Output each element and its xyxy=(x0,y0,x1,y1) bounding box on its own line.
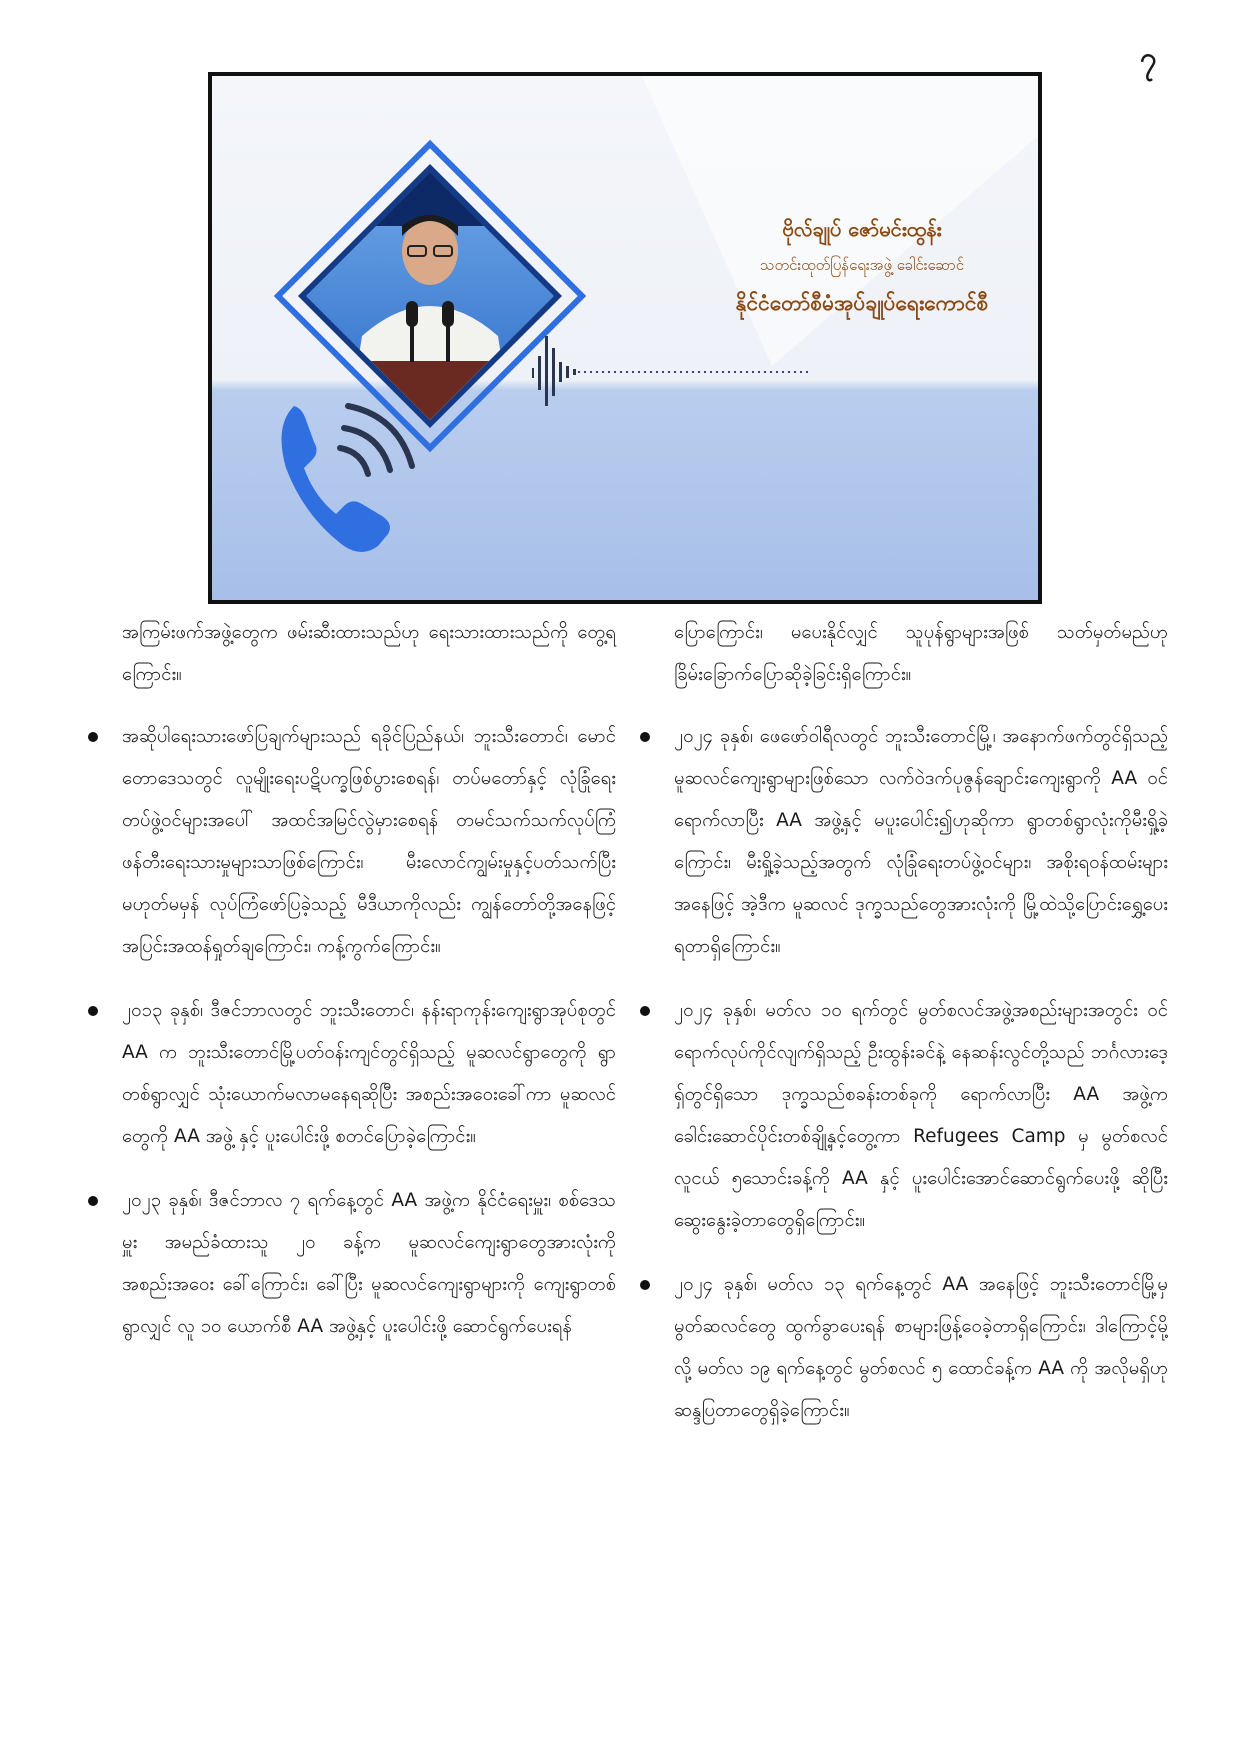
list-item-text: ၂၀၁၃ ခုနှစ်၊ ဒီဇင်ဘာလတွင် ဘူးသီးတောင်၊ နန်းရာကုန်းကျေးရွာအုပ်စုတွင် AA က ဘူးသီးတောင်မြို့ပတ်ဝန်းကျင်တွင်ရှိသည့် မူဆလင်ရွာတွေကို ရွာတစ်ရွာလျှင် သုံးယောက်မလာမနေရဆိုပြီး အစည်းအဝေးခေါ်ကာ မူဆလင်တွေကို AA အဖွဲ့ နှင့် ပူးပေါင်းဖို့ စတင်ပြောခဲ့ကြောင်း။ xyxy=(122,1000,616,1147)
portrait-frame xyxy=(302,166,562,431)
left-bullet-list xyxy=(122,716,616,1348)
right-column xyxy=(674,612,1168,1454)
list-item-text: ၂၀၂၄ ခုနှစ်၊ ဖေဖော်ဝါရီလတွင် ဘူးသီးတောင်မြို့၊ အနောက်ဖက်တွင်ရှိသည့် မူဆလင်ကျေးရွာများဖြစ်သော လက်ဝဲဒက်ပုဇွန်ချောင်းကျေးရွာကို AA ဝင်ရောက်လာပြီး AA အဖွဲ့နှင့် မပူးပေါင်း၍ဟုဆိုကာ ရွာတစ်ရွာလုံးကိုမီးရှို့ခဲ့ကြောင်း၊ မီးရှို့ခဲ့သည့်အတွက် လုံခြုံရေးတပ်ဖွဲ့ဝင်များ၊ အစိုးရဝန်ထမ်းများအနေဖြင့် အဲ့ဒီက မူဆလင် ဒုက္ခသည်တွေအားလုံးကို မြို့ထဲသို့ပြောင်းရွှေ့ပေးရတာရှိကြောင်း။ xyxy=(674,726,1168,957)
list-item-text: ၂၀၂၄ ခုနှစ်၊ မတ်လ ၁၃ ရက်နေ့တွင် AA အနေဖြင့် ဘူးသီးတောင်မြို့မှ မွတ်ဆလင်တွေ ထွက်ခွာပေးရန် စာများဖြန့်ဝေခဲ့တာရှိကြောင်း၊ ဒါကြောင့်မို့လို့ မတ်လ ၁၉ ရက်နေ့တွင် မွတ်စလင် ၅ ထောင်ခန့်က AA ကို အလိုမရှိဟု ဆန္ဒပြတာတွေရှိခဲ့ကြောင်း။ xyxy=(674,1274,1168,1421)
list-item xyxy=(674,990,1168,1242)
bullet-icon xyxy=(640,1006,650,1016)
left-column xyxy=(122,612,616,1370)
news-photo xyxy=(208,72,1042,604)
list-item-text: ၂၀၂၄ ခုနှစ်၊ မတ်လ ၁၀ ရက်တွင် မွတ်စလင်အဖွဲ့အစည်းများအတွင်း ဝင်ရောက်လုပ်ကိုင်လျက်ရှိသည့် ဦးထွန်းခင်နဲ့ နေဆန်းလွင်တို့သည် ဘင်္ဂလားဒေ့ရှ်တွင်ရှိသော ဒုက္ခသည်စခန်းတစ်ခုကို ရောက်လာပြီး AA အဖွဲ့က ခေါင်းဆောင်ပိုင်းတစ်ချို့နှင့်တွေ့ကာ Refugees Camp မှ မွတ်စလင်လူငယ် ၅သောင်းခန့်ကို AA နှင့် ပူးပေါင်းအောင်ဆောင်ရွက်ပေးဖို့ ဆိုပြီး ဆွေးနွေးခဲ့တာတွေရှိကြောင်း။ xyxy=(674,1000,1168,1231)
right-lead-paragraph: ပြောကြောင်း၊ မပေးနိုင်လျှင် သူပုန်ရွာများအဖြစ် သတ်မှတ်မည်ဟု ခြိမ်းခြောက်ပြောဆိုခဲ့ခြင်းရှိကြောင်း။ xyxy=(674,622,1168,685)
bullet-icon xyxy=(88,732,98,742)
bullet-icon xyxy=(640,1280,650,1290)
phone-icon xyxy=(282,406,413,552)
list-item xyxy=(674,716,1168,968)
bullet-icon xyxy=(640,732,650,742)
list-item-text: ၂၀၂၃ ခုနှစ်၊ ဒီဇင်ဘာလ ၇ ရက်နေ့တွင် AA အဖွဲ့က နိုင်ငံရေးမှူး၊ စစ်ဒေသမှူး အမည်ခံထားသူ ၂၀ ခန့်က မူဆလင်ကျေးရွာတွေအားလုံးကို အစည်းအဝေး ခေါ်ကြောင်း၊ ခေါ်ပြီး မူဆလင်ကျေးရွာများကို ကျေးရွာတစ်ရွာလျှင် လူ ၁၀ ယောက်စီ AA အဖွဲ့နှင့် ပူးပေါင်းဖို့ ဆောင်ရွက်ပေးရန် xyxy=(122,1190,616,1337)
caption-name: ဗိုလ်ချုပ် ဇော်မင်းထွန်း xyxy=(782,217,942,241)
list-item xyxy=(122,1180,616,1348)
photo-graphics xyxy=(212,76,1038,600)
audio-wave-icon xyxy=(532,336,576,406)
caption-organization: နိုင်ငံတော်စီမံအုပ်ချုပ်ရေးကောင်စီ xyxy=(735,291,989,315)
list-item-text: အဆိုပါရေးသားဖော်ပြချက်များသည် ရခိုင်ပြည်နယ်၊ ဘူးသီးတောင်၊ မောင်တောဒေသတွင် လူမျိုးရေးပဋိပက္ခဖြစ်ပွားစေရန်၊ တပ်မတော်နှင့် လုံခြုံရေးတပ်ဖွဲ့ဝင်များအပေါ် အထင်အမြင်လွဲမှားစေရန် တမင်သက်သက်လုပ်ကြံဖန်တီးရေးသားမှုများသာဖြစ်ကြောင်း၊ မီးလောင်ကျွမ်းမှုနှင့်ပတ်သက်ပြီး မဟုတ်မမှန် လုပ်ကြံဖော်ပြခဲ့သည့် မီဒီယာကိုလည်း ကျွန်တော်တို့အနေဖြင့် အပြင်းအထန်ရှုတ်ချကြောင်း၊ ကန့်ကွက်ကြောင်း။ xyxy=(122,726,616,957)
caption-title: သတင်းထုတ်ပြန်ရေးအဖွဲ့ ခေါင်းဆောင် xyxy=(759,256,965,274)
figure-caption xyxy=(712,216,1012,321)
bullet-icon xyxy=(88,1006,98,1016)
right-bullet-list xyxy=(674,716,1168,1432)
list-item xyxy=(122,716,616,968)
page-number: ၇ xyxy=(1140,41,1157,76)
bullet-icon xyxy=(88,1196,98,1206)
list-item xyxy=(122,990,616,1158)
list-item xyxy=(674,1264,1168,1432)
left-lead-paragraph: အကြမ်းဖက်အဖွဲ့တွေက ဖမ်းဆီးထားသည်ဟု ရေးသားထားသည်ကို တွေ့ရကြောင်း။ xyxy=(122,622,616,685)
